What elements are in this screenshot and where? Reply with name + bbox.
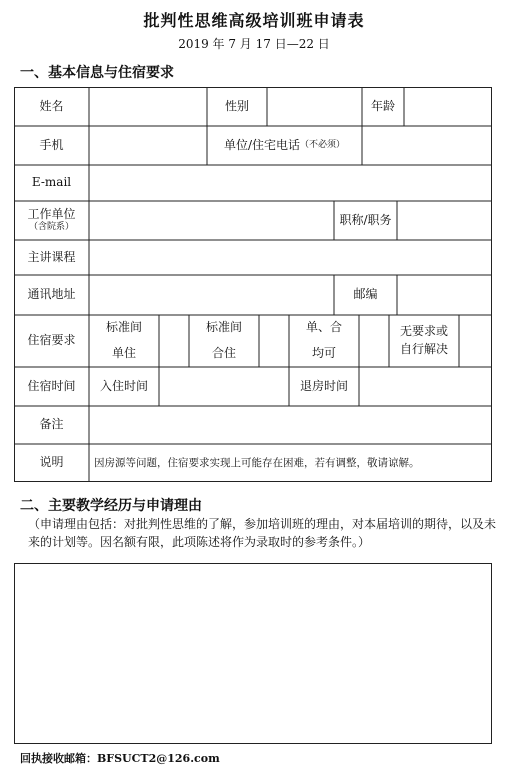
input-course[interactable]	[89, 240, 492, 275]
label-employer	[14, 201, 89, 240]
option-standard-shared	[189, 315, 259, 367]
label-course: 主讲课程	[27, 249, 76, 264]
input-name[interactable]	[89, 87, 207, 126]
label-postcode: 邮编	[353, 287, 378, 302]
label-remarks: 备注	[39, 417, 64, 432]
label-mobile: 手机	[39, 137, 64, 152]
input-employer[interactable]	[89, 201, 334, 240]
input-address[interactable]	[89, 275, 334, 315]
checkbox-standard-shared[interactable]	[259, 315, 289, 367]
employer-note: （含院系）	[28, 222, 74, 233]
section-1-heading: 一、基本信息与住宿要求	[20, 65, 174, 81]
either-line1: 单、合	[305, 320, 342, 335]
work-phone-text: 单位/住宅电话	[223, 137, 301, 152]
standard-single-line1: 标准间	[105, 320, 142, 335]
standard-single-line2: 单住	[111, 346, 136, 360]
checkbox-no-requirement[interactable]	[459, 315, 492, 367]
input-age[interactable]	[404, 87, 492, 126]
label-checkin: 入住时间	[99, 378, 148, 393]
input-email[interactable]	[89, 165, 492, 201]
either-line2: 均可	[311, 346, 336, 360]
application-textarea[interactable]	[14, 563, 492, 744]
input-checkin[interactable]	[159, 367, 289, 406]
form-date: 2019 年 7 月 17 日—22 日	[178, 37, 330, 51]
input-checkout[interactable]	[359, 367, 492, 406]
info-table	[14, 87, 492, 482]
label-checkout: 退房时间	[299, 378, 348, 393]
work-phone-optional: （不必须）	[300, 140, 346, 151]
option-either	[289, 315, 359, 367]
label-explain: 说明	[39, 455, 64, 470]
footer-email: 回执接收邮箱：BFSUCT2@126.com	[20, 752, 220, 765]
label-gender: 性别	[224, 98, 249, 113]
label-name: 姓名	[39, 98, 64, 113]
form-title: 批判性思维高级培训班申请表	[143, 11, 365, 30]
input-mobile[interactable]	[89, 126, 207, 165]
input-postcode[interactable]	[397, 275, 492, 315]
no-requirement-line2: 自行解决	[399, 342, 448, 356]
option-no-requirement	[389, 315, 459, 367]
input-work-phone[interactable]	[362, 126, 492, 165]
option-standard-single	[89, 315, 159, 367]
label-title-position: 职称/职务	[339, 212, 392, 227]
standard-shared-line1: 标准间	[205, 320, 242, 335]
application-note: （申请理由包括：对批判性思维的了解，参加培训班的理由，对本届培训的期待，以及未来的计划等。因名额有限，此项陈述将作为录取时的参考条件。）	[28, 517, 497, 549]
label-work-phone	[207, 126, 362, 165]
label-address: 通讯地址	[27, 287, 76, 302]
label-age: 年龄	[370, 98, 395, 113]
explain-text: 因房源等问题，住宿要求实现上可能存在困难，若有调整，敬请谅解。	[94, 456, 420, 469]
input-title-position[interactable]	[397, 201, 492, 240]
label-email: E-mail	[31, 175, 72, 190]
label-accommodation: 住宿要求	[27, 333, 76, 348]
input-remarks[interactable]	[89, 406, 492, 444]
section-2-heading: 二、主要教学经历与申请理由	[20, 498, 202, 514]
no-requirement-line1: 无要求或	[399, 324, 448, 339]
checkbox-either[interactable]	[359, 315, 389, 367]
label-stay-time: 住宿时间	[27, 378, 76, 393]
input-gender[interactable]	[267, 87, 362, 126]
standard-shared-line2: 合住	[211, 346, 236, 360]
employer-text: 工作单位	[27, 207, 76, 222]
checkbox-standard-single[interactable]	[159, 315, 189, 367]
